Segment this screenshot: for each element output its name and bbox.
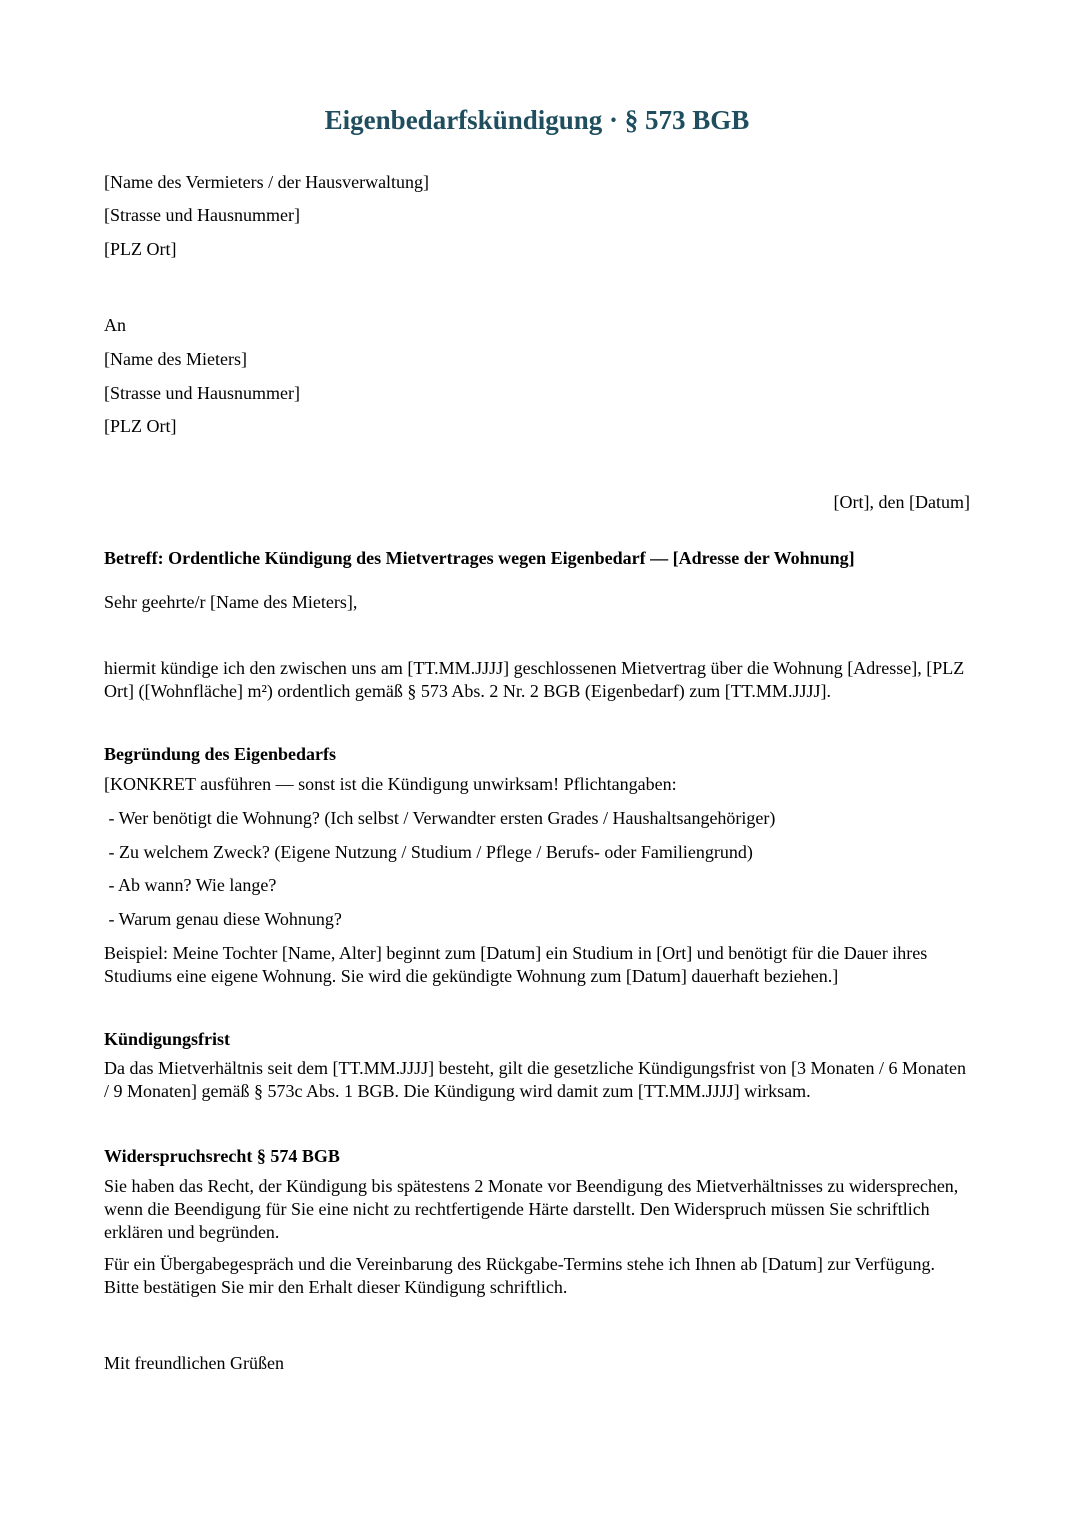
reason-item: - Ab wann? Wie lange? xyxy=(104,875,277,895)
reason-example: Beispiel: Meine Tochter [Name, Alter] beginnt zum [Datum] ein Studium in [Ort] und benötigt für die Dauer ihres Studiums eine eigene Wohnung. Sie wird die gekündigte Wohnung zum [Datum] dauerhaft beziehen.] xyxy=(104,943,928,986)
reason-item: - Zu welchem Zweck? (Eigene Nutzung / Studium / Pflege / Berufs- oder Familiengrund) xyxy=(104,842,753,862)
recipient-name: [Name des Mieters] xyxy=(104,349,247,369)
reason-heading: Begründung des Eigenbedarfs xyxy=(104,744,337,764)
sender-name: [Name des Vermieters / der Hausverwaltung] xyxy=(104,172,430,192)
document-title: Eigenbedarfskündigung · § 573 BGB xyxy=(324,105,750,135)
reason-item: - Wer benötigt die Wohnung? (Ich selbst / Verwandter ersten Grades / Haushaltsangehöriger) xyxy=(104,808,776,828)
sender-city: [PLZ Ort] xyxy=(104,239,177,259)
intro-paragraph: hiermit kündige ich den zwischen uns am [TT.MM.JJJJ] geschlossenen Mietvertrag über die Wohnung [Adresse], [PLZ Ort] ([Wohnfläche] m²) ordentlich gemäß § 573 Abs. 2 Nr. 2 BGB (Eigenbedarf) zum [TT.MM.JJJJ]. xyxy=(104,658,965,701)
recipient-prefix: An xyxy=(104,315,126,335)
objection-paragraph: Sie haben das Recht, der Kündigung bis spätestens 2 Monate vor Beendigung des Mietverhältnisses zu widersprechen, wenn die Beendigung für Sie eine nicht zu rechtfertigende Härte darstellt. Den Widerspruch müssen Sie schriftlich erklären und begründen. xyxy=(104,1176,959,1242)
date-line: [Ort], den [Datum] xyxy=(833,492,970,512)
notice-paragraph: Da das Mietverhältnis seit dem [TT.MM.JJJJ] besteht, gilt die gesetzliche Kündigungsfrist von [3 Monaten / 6 Monaten / 9 Monaten] gemäß § 573c Abs. 1 BGB. Die Kündigung wird damit zum [TT.MM.JJJJ] wirksam. xyxy=(104,1058,967,1101)
sender-street: [Strasse und Hausnummer] xyxy=(104,205,300,225)
subject-line: Betreff: Ordentliche Kündigung des Mietvertrages wegen Eigenbedarf — [Adresse der Wohnung] xyxy=(104,548,855,568)
recipient-city: [PLZ Ort] xyxy=(104,416,177,436)
notice-heading: Kündigungsfrist xyxy=(104,1029,231,1049)
handover-paragraph: Für ein Übergabegespräch und die Vereinbarung des Rückgabe-Termins stehe ich Ihnen ab [Datum] zur Verfügung. Bitte bestätigen Sie mir den Erhalt dieser Kündigung schriftlich. xyxy=(104,1254,935,1297)
salutation: Sehr geehrte/r [Name des Mieters], xyxy=(104,592,358,612)
reason-lead: [KONKRET ausführen — sonst ist die Kündigung unwirksam! Pflichtangaben: xyxy=(104,774,677,794)
recipient-street: [Strasse und Hausnummer] xyxy=(104,383,300,403)
reason-item: - Warum genau diese Wohnung? xyxy=(104,909,342,929)
objection-heading: Widerspruchsrecht § 574 BGB xyxy=(104,1146,340,1166)
closing: Mit freundlichen Grüßen xyxy=(104,1353,284,1373)
